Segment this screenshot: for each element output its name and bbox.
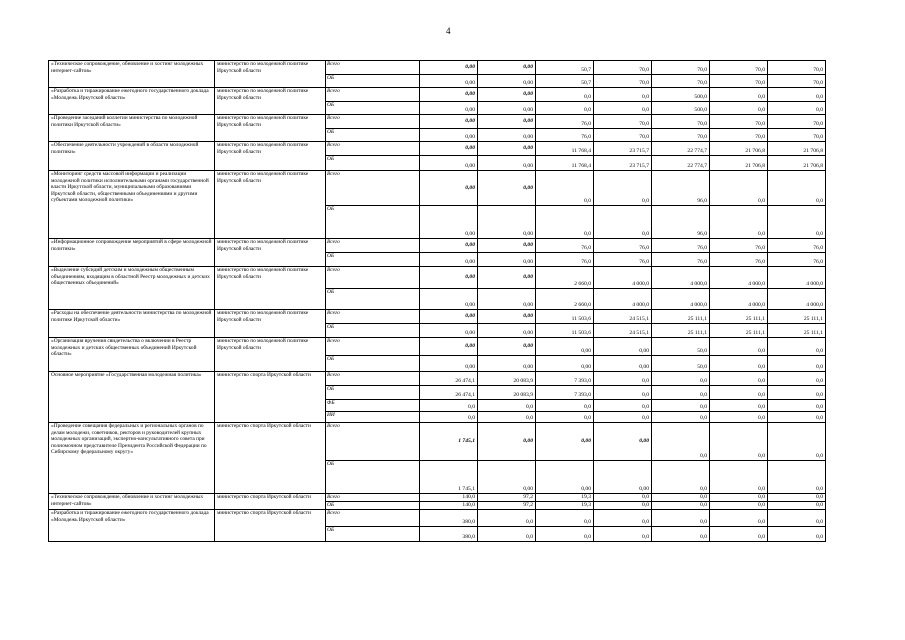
amount-cell: 50,0	[652, 338, 710, 356]
amount-cell: 0,0	[536, 400, 594, 412]
amount-cell: 0,0	[652, 386, 710, 400]
table-row	[49, 494, 826, 502]
amount-cell: 0,00	[420, 310, 478, 324]
amount-cell: 0,0	[710, 412, 768, 423]
amount-cell: 76,0	[536, 239, 594, 253]
funding-source: ОБ	[326, 289, 420, 310]
amount-cell: 0,0	[594, 386, 652, 400]
responsible-executor: министерство спорта Иркутской области	[215, 372, 326, 423]
funding-source: Всего	[326, 115, 420, 129]
amount-cell: 25 111,1	[768, 324, 826, 338]
amount-cell: 0,00	[478, 267, 536, 289]
budget-table	[48, 60, 826, 542]
amount-cell: 7 393,0	[536, 386, 594, 400]
amount-cell: 0,0	[710, 356, 768, 372]
amount-cell: 24 515,1	[594, 310, 652, 324]
amount-cell: 4 000,0	[768, 289, 826, 310]
amount-cell: 0,00	[420, 88, 478, 102]
responsible-executor: министерство спорта Иркутской области	[215, 423, 326, 494]
amount-cell: 97,2	[478, 494, 536, 502]
amount-cell: 50,7	[536, 75, 594, 88]
amount-cell: 0,0	[652, 400, 710, 412]
amount-cell: 0,00	[420, 239, 478, 253]
amount-cell: 0,00	[478, 310, 536, 324]
table-row	[49, 338, 826, 356]
amount-cell: 76,0	[652, 239, 710, 253]
responsible-executor: министерство по молодежной политике Иркутской области	[215, 115, 326, 142]
activity-description: «Проведение совещания федеральных и региональных органов по делам молодежи, советников, ректоров и руководителей крупных молодежных организаций, экспертно-консультативного совета при полномочном представителе Президента Российской Федерации по Сибирскому федеральному округу»	[49, 423, 215, 494]
page-number: 4	[446, 26, 451, 36]
amount-cell: 19,3	[536, 502, 594, 510]
amount-cell: 0,00	[478, 253, 536, 267]
amount-cell: 0,00	[420, 142, 478, 156]
responsible-executor: министерство спорта Иркутской области	[215, 494, 326, 510]
funding-source: ОБ	[326, 102, 420, 115]
amount-cell: 76,0	[594, 239, 652, 253]
responsible-executor: министерство по молодежной политике Иркутской области	[215, 142, 326, 171]
amount-cell: 0,0	[594, 527, 652, 542]
amount-cell: 4 000,0	[652, 289, 710, 310]
amount-cell: 0,0	[710, 527, 768, 542]
amount-cell: 70,0	[652, 75, 710, 88]
funding-source: Всего	[326, 142, 420, 156]
amount-cell: 0,0	[710, 494, 768, 502]
responsible-executor: министерство по молодежной политике Иркутской области	[215, 267, 326, 310]
amount-cell: 0,00	[478, 289, 536, 310]
amount-cell: 0,00	[536, 461, 594, 494]
amount-cell: 0,00	[420, 171, 478, 206]
amount-cell: 19,3	[536, 494, 594, 502]
amount-cell: 0,00	[594, 461, 652, 494]
amount-cell: 76,0	[710, 239, 768, 253]
activity-description: «Организация вручения свидетельства о включении в Реестр молодежных и детских общественных объединений Иркутской области»	[49, 338, 215, 372]
amount-cell: 22 774,7	[652, 142, 710, 156]
amount-cell: 76,0	[768, 239, 826, 253]
activity-description: «Разработка и тиражирование ежегодного государственного доклада «Молодежь Иркутской области»	[49, 88, 215, 115]
amount-cell: 0,00	[478, 423, 536, 461]
amount-cell: 0,0	[594, 88, 652, 102]
amount-cell: 96,0	[652, 206, 710, 239]
amount-cell: 0,0	[420, 412, 478, 423]
activity-description: «Техническое сопровождение, обновление и хостинг молодежных интернет-сайтов»	[49, 61, 215, 88]
amount-cell: 0,00	[420, 267, 478, 289]
funding-source: ОБ	[326, 206, 420, 239]
activity-description: «Выделение субсидий детским и молодежным общественным объединениям, входящим в областной Реестр молодежных и детских общественных объединений»	[49, 267, 215, 310]
funding-source: Всего	[326, 61, 420, 75]
amount-cell: 0,0	[768, 510, 826, 527]
amount-cell: 0,00	[420, 156, 478, 171]
amount-cell: 76,0	[768, 253, 826, 267]
amount-cell: 50,0	[652, 356, 710, 372]
amount-cell: 0,0	[478, 412, 536, 423]
activity-description: «Техническое сопровождение, обновление и хостинг молодежных интернет-сайтов»	[49, 494, 215, 510]
amount-cell: 21 706,8	[768, 142, 826, 156]
amount-cell: 0,00	[420, 61, 478, 75]
amount-cell: 0,0	[478, 510, 536, 527]
amount-cell: 0,00	[420, 102, 478, 115]
responsible-executor: министерство по молодежной политике Иркутской области	[215, 171, 326, 239]
funding-source: ОБ	[326, 502, 420, 510]
amount-cell: 70,0	[768, 61, 826, 75]
amount-cell: 76,0	[652, 253, 710, 267]
table-row	[49, 423, 826, 461]
funding-source: ОБ	[326, 461, 420, 494]
table-row	[49, 510, 826, 527]
amount-cell: 0,0	[594, 502, 652, 510]
amount-cell: 0,00	[420, 324, 478, 338]
amount-cell: 97,2	[478, 502, 536, 510]
amount-cell: 140,0	[420, 502, 478, 510]
table-row	[49, 88, 826, 102]
amount-cell: 25 111,1	[768, 310, 826, 324]
responsible-executor: министерство по молодежной политике Иркутской области	[215, 338, 326, 372]
amount-cell: 500,0	[652, 88, 710, 102]
amount-cell: 0,0	[768, 206, 826, 239]
amount-cell: 0,0	[710, 338, 768, 356]
amount-cell: 0,0	[536, 527, 594, 542]
amount-cell: 25 111,1	[652, 310, 710, 324]
amount-cell: 0,00	[420, 338, 478, 356]
amount-cell: 0,0	[594, 372, 652, 386]
funding-source: ОБ	[326, 75, 420, 88]
amount-cell: 70,0	[710, 75, 768, 88]
amount-cell: 0,00	[594, 423, 652, 461]
amount-cell: 0,00	[478, 461, 536, 494]
amount-cell: 22 774,7	[652, 156, 710, 171]
responsible-executor: министерство спорта Иркутской области	[215, 510, 326, 542]
amount-cell: 0,0	[536, 510, 594, 527]
amount-cell: 70,0	[594, 115, 652, 129]
amount-cell: 70,0	[652, 129, 710, 142]
funding-source: ОБ	[326, 253, 420, 267]
funding-source: Всего	[326, 88, 420, 102]
amount-cell: 0,0	[536, 206, 594, 239]
amount-cell: 0,0	[710, 88, 768, 102]
amount-cell: 0,00	[536, 423, 594, 461]
amount-cell: 0,0	[768, 102, 826, 115]
amount-cell: 96,0	[652, 171, 710, 206]
amount-cell: 0,00	[478, 156, 536, 171]
table-row	[49, 142, 826, 156]
activity-description: «Обеспечение деятельности учреждений в области молодежной политики»	[49, 142, 215, 171]
amount-cell: 0,0	[594, 400, 652, 412]
funding-source: Всего	[326, 372, 420, 386]
amount-cell: 1 745,1	[420, 461, 478, 494]
amount-cell: 0,0	[478, 400, 536, 412]
amount-cell: 380,0	[420, 510, 478, 527]
funding-source: Всего	[326, 310, 420, 324]
amount-cell: 70,0	[768, 75, 826, 88]
amount-cell: 4 000,0	[652, 267, 710, 289]
amount-cell: 0,0	[768, 356, 826, 372]
amount-cell: 0,00	[478, 171, 536, 206]
amount-cell: 0,0	[768, 171, 826, 206]
amount-cell: 11 503,6	[536, 324, 594, 338]
funding-source: ОБ	[326, 356, 420, 372]
amount-cell: 0,0	[710, 386, 768, 400]
amount-cell: 0,0	[768, 386, 826, 400]
amount-cell: 0,0	[536, 412, 594, 423]
amount-cell: 0,00	[594, 338, 652, 356]
responsible-executor: министерство по молодежной политике Иркутской области	[215, 310, 326, 338]
amount-cell: 70,0	[652, 115, 710, 129]
amount-cell: 0,0	[710, 461, 768, 494]
amount-cell: 50,7	[536, 61, 594, 75]
amount-cell: 4 000,0	[710, 267, 768, 289]
amount-cell: 0,0	[710, 400, 768, 412]
amount-cell: 0,00	[420, 206, 478, 239]
amount-cell: 25 111,1	[652, 324, 710, 338]
amount-cell: 0,0	[768, 400, 826, 412]
amount-cell: 21 706,8	[768, 156, 826, 171]
funding-source: ОБ	[326, 527, 420, 542]
funding-source: Всего	[326, 423, 420, 461]
amount-cell: 70,0	[710, 61, 768, 75]
activity-description: «Информационное сопровождение мероприятий в сфере молодежной политики»	[49, 239, 215, 267]
amount-cell: 70,0	[710, 115, 768, 129]
amount-cell: 0,00	[478, 88, 536, 102]
amount-cell: 0,0	[478, 527, 536, 542]
amount-cell: 2 660,0	[536, 289, 594, 310]
amount-cell: 0,00	[478, 239, 536, 253]
funding-source: Всего	[326, 494, 420, 502]
amount-cell: 0,0	[536, 102, 594, 115]
amount-cell: 70,0	[594, 75, 652, 88]
amount-cell: 0,00	[478, 102, 536, 115]
amount-cell: 76,0	[536, 129, 594, 142]
amount-cell: 76,0	[710, 253, 768, 267]
funding-source: ОБ	[326, 324, 420, 338]
amount-cell: 0,0	[536, 88, 594, 102]
amount-cell: 500,0	[652, 102, 710, 115]
amount-cell: 11 768,4	[536, 156, 594, 171]
amount-cell: 25 111,1	[710, 324, 768, 338]
amount-cell: 70,0	[652, 61, 710, 75]
activity-description: «Разработка и тиражирование ежегодного государственного доклада «Молодежь Иркутской области»	[49, 510, 215, 542]
amount-cell: 0,0	[652, 412, 710, 423]
activity-description: Основное мероприятие «Государственная молодежная политика»	[49, 372, 215, 423]
table-row	[49, 115, 826, 129]
funding-source: Всего	[326, 510, 420, 527]
table-body	[49, 61, 826, 542]
amount-cell: 0,00	[420, 253, 478, 267]
table-row	[49, 171, 826, 206]
amount-cell: 7 393,0	[536, 372, 594, 386]
activity-description: «Мониторинг средств массовой информации и реализации молодежной политики исполнительными органами государственной власти Иркутской области, муниципальными образованиями Иркутской области, общественными объединениями и другими субъектами молодежной политики»	[49, 171, 215, 239]
amount-cell: 0,0	[594, 206, 652, 239]
amount-cell: 11 503,6	[536, 310, 594, 324]
amount-cell: 2 660,0	[536, 267, 594, 289]
amount-cell: 0,0	[652, 502, 710, 510]
funding-source: ИИ	[326, 412, 420, 423]
funding-source: ОБ	[326, 386, 420, 400]
responsible-executor: министерство по молодежной политике Иркутской области	[215, 239, 326, 267]
amount-cell: 24 515,1	[594, 324, 652, 338]
amount-cell: 0,00	[478, 142, 536, 156]
amount-cell: 0,00	[478, 324, 536, 338]
amount-cell: 0,0	[652, 494, 710, 502]
amount-cell: 0,0	[652, 527, 710, 542]
amount-cell: 0,0	[768, 338, 826, 356]
amount-cell: 76,0	[594, 253, 652, 267]
amount-cell: 0,0	[594, 494, 652, 502]
amount-cell: 76,0	[536, 253, 594, 267]
amount-cell: 1 745,1	[420, 423, 478, 461]
amount-cell: 25 111,1	[710, 310, 768, 324]
amount-cell: 0,00	[478, 356, 536, 372]
amount-cell: 0,0	[768, 527, 826, 542]
amount-cell: 0,0	[420, 400, 478, 412]
amount-cell: 0,00	[420, 115, 478, 129]
amount-cell: 0,0	[652, 423, 710, 461]
amount-cell: 23 715,7	[594, 142, 652, 156]
responsible-executor: министерство по молодежной политике Иркутской области	[215, 61, 326, 88]
amount-cell: 0,00	[536, 356, 594, 372]
funding-source: Всего	[326, 171, 420, 206]
amount-cell: 0,0	[594, 412, 652, 423]
amount-cell: 0,00	[420, 75, 478, 88]
amount-cell: 0,0	[768, 372, 826, 386]
amount-cell: 0,00	[478, 115, 536, 129]
amount-cell: 0,0	[710, 206, 768, 239]
amount-cell: 0,0	[652, 372, 710, 386]
amount-cell: 23 715,7	[594, 156, 652, 171]
amount-cell: 380,0	[420, 527, 478, 542]
amount-cell: 26 474,1	[420, 386, 478, 400]
amount-cell: 11 768,4	[536, 142, 594, 156]
funding-source: ОБ	[326, 129, 420, 142]
amount-cell: 0,00	[478, 129, 536, 142]
amount-cell: 20 083,9	[478, 372, 536, 386]
amount-cell: 0,0	[594, 102, 652, 115]
funding-source: ОБ	[326, 156, 420, 171]
amount-cell: 0,0	[594, 510, 652, 527]
amount-cell: 21 706,8	[710, 156, 768, 171]
activity-description: «Расходы на обеспечение деятельности министерства по молодежной политике Иркутской области»	[49, 310, 215, 338]
funding-source: Всего	[326, 338, 420, 356]
amount-cell: 4 000,0	[594, 267, 652, 289]
amount-cell: 0,0	[710, 171, 768, 206]
amount-cell: 0,0	[652, 461, 710, 494]
amount-cell: 0,0	[710, 372, 768, 386]
amount-cell: 20 083,9	[478, 386, 536, 400]
amount-cell: 4 000,0	[768, 267, 826, 289]
table-row	[49, 372, 826, 386]
amount-cell: 70,0	[594, 129, 652, 142]
amount-cell: 0,00	[478, 338, 536, 356]
amount-cell: 70,0	[594, 61, 652, 75]
amount-cell: 0,00	[420, 129, 478, 142]
funding-source: Всего	[326, 239, 420, 253]
amount-cell: 140,0	[420, 494, 478, 502]
table-row	[49, 239, 826, 253]
amount-cell: 0,0	[594, 171, 652, 206]
amount-cell: 0,0	[768, 502, 826, 510]
amount-cell: 70,0	[768, 115, 826, 129]
amount-cell: 0,0	[768, 88, 826, 102]
activity-description: «Проведение заседаний коллегии министерства по молодежной политики Иркутской области»	[49, 115, 215, 142]
amount-cell: 0,00	[478, 206, 536, 239]
funding-source: Всего	[326, 267, 420, 289]
amount-cell: 0,0	[710, 510, 768, 527]
amount-cell: 0,00	[478, 61, 536, 75]
amount-cell: 0,0	[768, 461, 826, 494]
table-row	[49, 61, 826, 75]
amount-cell: 26 474,1	[420, 372, 478, 386]
amount-cell: 0,0	[768, 412, 826, 423]
table-row	[49, 267, 826, 289]
amount-cell: 0,00	[420, 356, 478, 372]
amount-cell: 0,0	[710, 423, 768, 461]
funding-source: ФБ	[326, 400, 420, 412]
amount-cell: 0,0	[768, 494, 826, 502]
amount-cell: 0,0	[710, 502, 768, 510]
amount-cell: 21 706,8	[710, 142, 768, 156]
responsible-executor: министерство по молодежной политике Иркутской области	[215, 88, 326, 115]
amount-cell: 0,00	[536, 338, 594, 356]
amount-cell: 76,0	[536, 115, 594, 129]
amount-cell: 0,00	[594, 356, 652, 372]
amount-cell: 0,0	[768, 423, 826, 461]
amount-cell: 4 000,0	[594, 289, 652, 310]
table-row	[49, 310, 826, 324]
amount-cell: 0,0	[536, 171, 594, 206]
amount-cell: 0,00	[478, 75, 536, 88]
amount-cell: 70,0	[710, 129, 768, 142]
amount-cell: 0,0	[710, 102, 768, 115]
amount-cell: 4 000,0	[710, 289, 768, 310]
amount-cell: 70,0	[768, 129, 826, 142]
amount-cell: 0,0	[652, 510, 710, 527]
amount-cell: 0,00	[420, 289, 478, 310]
